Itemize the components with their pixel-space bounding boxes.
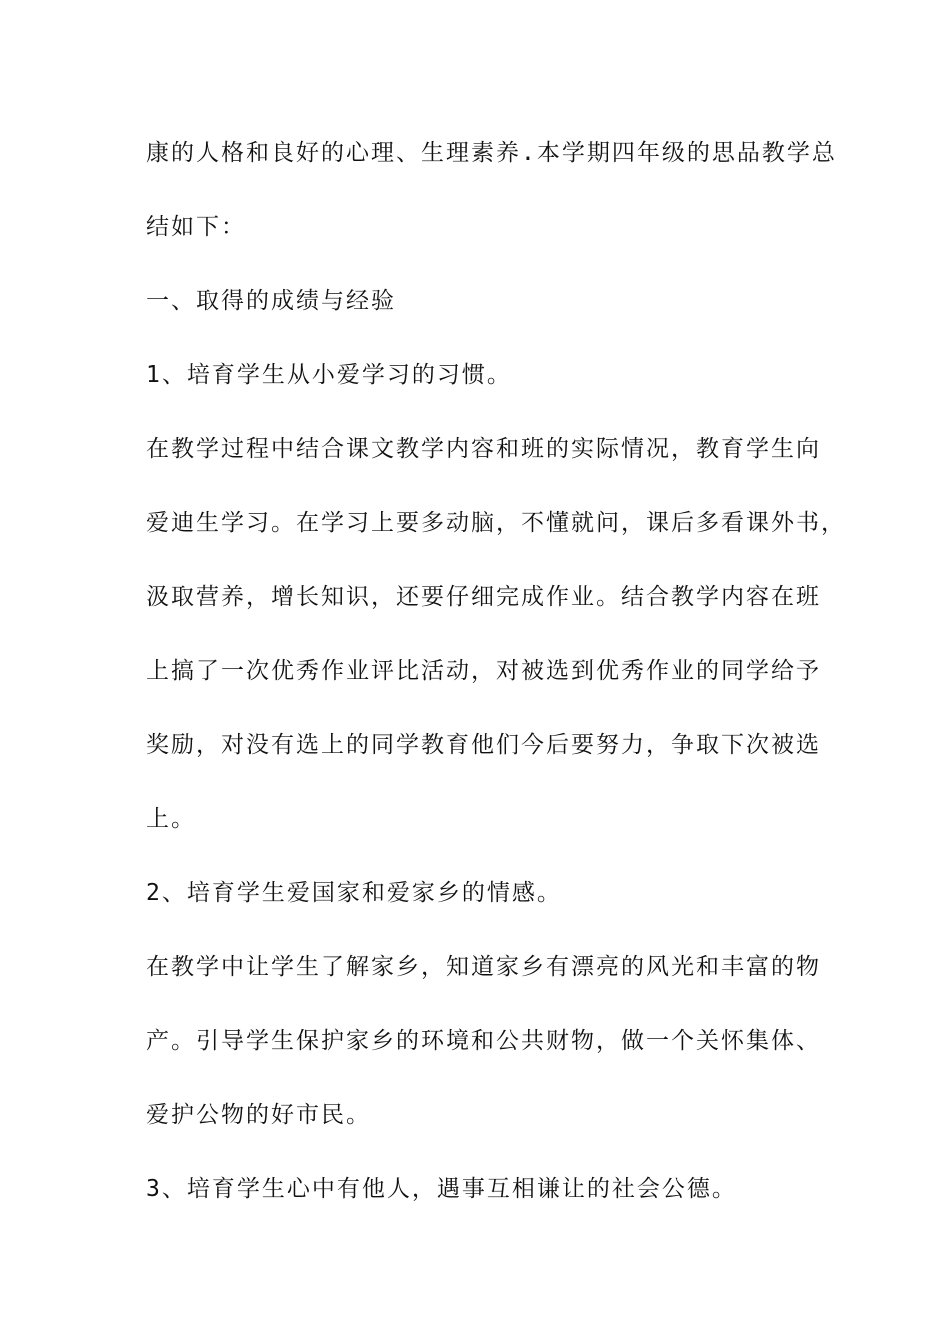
text-line-10: 上。 xyxy=(146,806,196,832)
text-line-14: 爱护公物的好市民。 xyxy=(146,1102,371,1128)
text-line-7: 汲取营养，增长知识，还要仔细完成作业。结合教学内容在班 xyxy=(146,584,821,610)
text-line-2: 结如下： xyxy=(146,214,246,240)
text-line-9: 奖励，对没有选上的同学教育他们今后要努力，争取下次被选 xyxy=(146,732,821,758)
text-line-12: 在教学中让学生了解家乡，知道家乡有漂亮的风光和丰富的物 xyxy=(146,954,821,980)
item-heading-3: 3、培育学生心中有他人，遇事互相谦让的社会公德。 xyxy=(146,1176,737,1202)
text-line-8: 上搞了一次优秀作业评比活动，对被选到优秀作业的同学给予 xyxy=(146,658,821,684)
item-heading-2: 2、培育学生爱国家和爱家乡的情感。 xyxy=(146,880,562,906)
text-line-13: 产。引导学生保护家乡的环境和公共财物，做一个关怀集体、 xyxy=(146,1028,821,1054)
item-heading-1: 1、培育学生从小爱学习的习惯。 xyxy=(146,362,512,388)
text-line-1: 康的人格和良好的心理、生理素养.本学期四年级的思品教学总 xyxy=(146,140,837,166)
text-line-5: 在教学过程中结合课文教学内容和班的实际情况，教育学生向 xyxy=(146,436,821,462)
section-heading: 一、取得的成绩与经验 xyxy=(146,288,396,314)
text-line-6: 爱迪生学习。在学习上要多动脑，不懂就问，课后多看课外书， xyxy=(146,510,846,536)
document-body xyxy=(146,128,846,1238)
